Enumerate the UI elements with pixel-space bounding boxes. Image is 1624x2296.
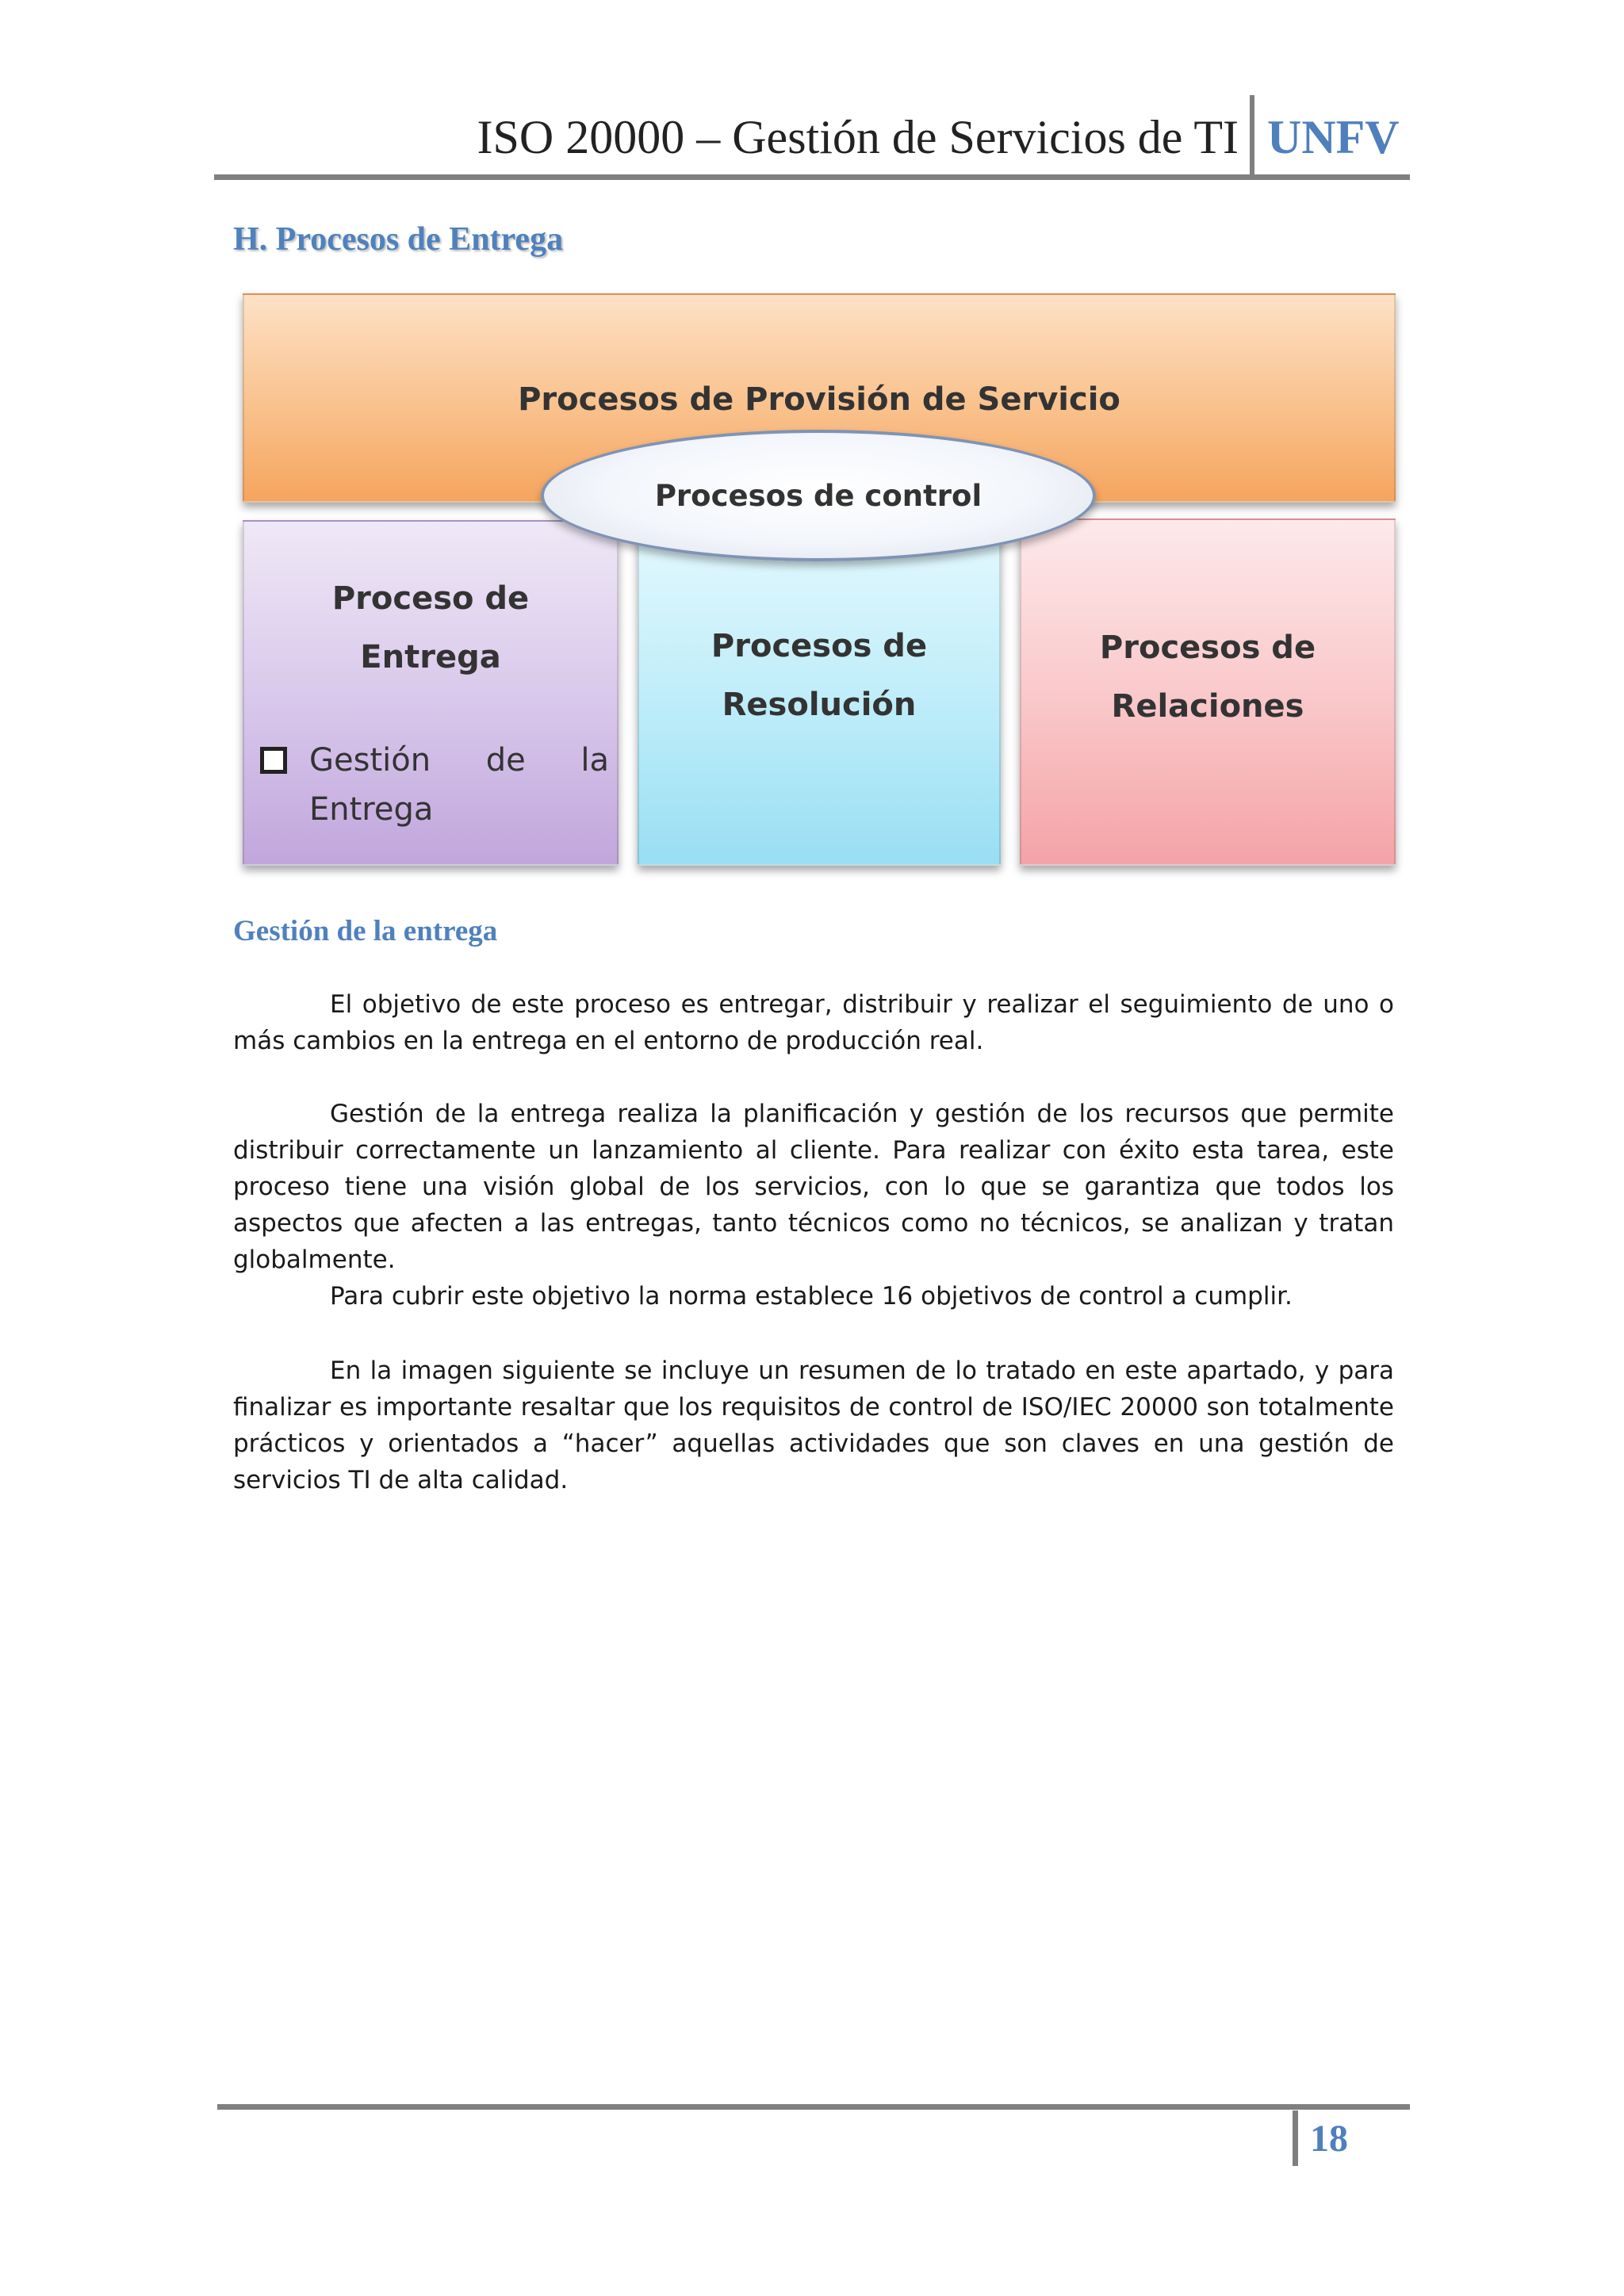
delivery-item-word3: la — [580, 742, 609, 779]
document-title: ISO 20000 – Gestión de Servicios de TI — [477, 111, 1239, 163]
delivery-item-word2: de — [485, 742, 526, 779]
relations-line2: Relaciones — [1111, 688, 1304, 725]
relations-processes-label — [1021, 618, 1394, 736]
paragraph: Gestión de la entrega realiza la planificación y gestión de los recursos que permite distribuir correctamente un lanzamiento al cliente. Para realizar con éxito esta tarea, este proceso tiene una visión global de los servicios, con lo que se garantiza que todos los aspectos que afecten a las entregas, tanto técnicos como no técnicos, se analizan y tratan globalmente. — [233, 1100, 1394, 1274]
relations-line1: Procesos de — [1099, 629, 1316, 666]
control-processes-ellipse — [541, 430, 1096, 561]
delivery-item-line1 — [309, 736, 609, 785]
section-heading: H. Procesos de Entrega — [233, 221, 564, 258]
paragraph: El objetivo de este proceso es entregar, distribuir y realizar el seguimiento de uno o más cambios en la entrega en el entorno de producción real. — [233, 990, 1394, 1055]
paragraph: En la imagen siguiente se incluye un resumen de lo tratado en este apartado, y para finalizar es importante resaltar que los requisitos de control de ISO/IEC 20000 son totalmente prácticos y orientados a “hacer” aquellas actividades que son claves en una gestión de servicios TI de alta calidad. — [233, 1357, 1394, 1494]
delivery-title-line2: Entrega — [360, 639, 501, 675]
resolution-processes-label — [639, 617, 999, 734]
header-rule — [214, 174, 1410, 180]
paragraph: Para cubrir este objetivo la norma establece 16 objetivos de control a cumplir. — [330, 1282, 1293, 1311]
delivery-item-word1: Gestión — [309, 742, 431, 779]
resolution-line1: Procesos de — [710, 628, 928, 664]
provision-processes-label: Procesos de Provisión de Servicio — [518, 381, 1120, 418]
delivery-process-box — [243, 520, 619, 866]
delivery-process-title — [244, 569, 617, 687]
resolution-processes-box — [638, 528, 1001, 866]
checkbox-icon — [260, 747, 287, 774]
header-separator — [1250, 95, 1254, 178]
relations-processes-box — [1020, 519, 1396, 866]
delivery-item-line2: Entrega — [309, 791, 434, 828]
delivery-title-line1: Proceso de — [331, 580, 530, 617]
subheading: Gestión de la entrega — [233, 915, 498, 947]
resolution-line2: Resolución — [722, 687, 917, 723]
footer-separator — [1293, 2110, 1298, 2166]
footer-rule — [217, 2104, 1410, 2110]
processes-diagram — [238, 290, 1400, 877]
brand-label: UNFV — [1267, 111, 1400, 163]
control-processes-label: Procesos de control — [654, 479, 982, 513]
page-number: 18 — [1310, 2118, 1348, 2160]
